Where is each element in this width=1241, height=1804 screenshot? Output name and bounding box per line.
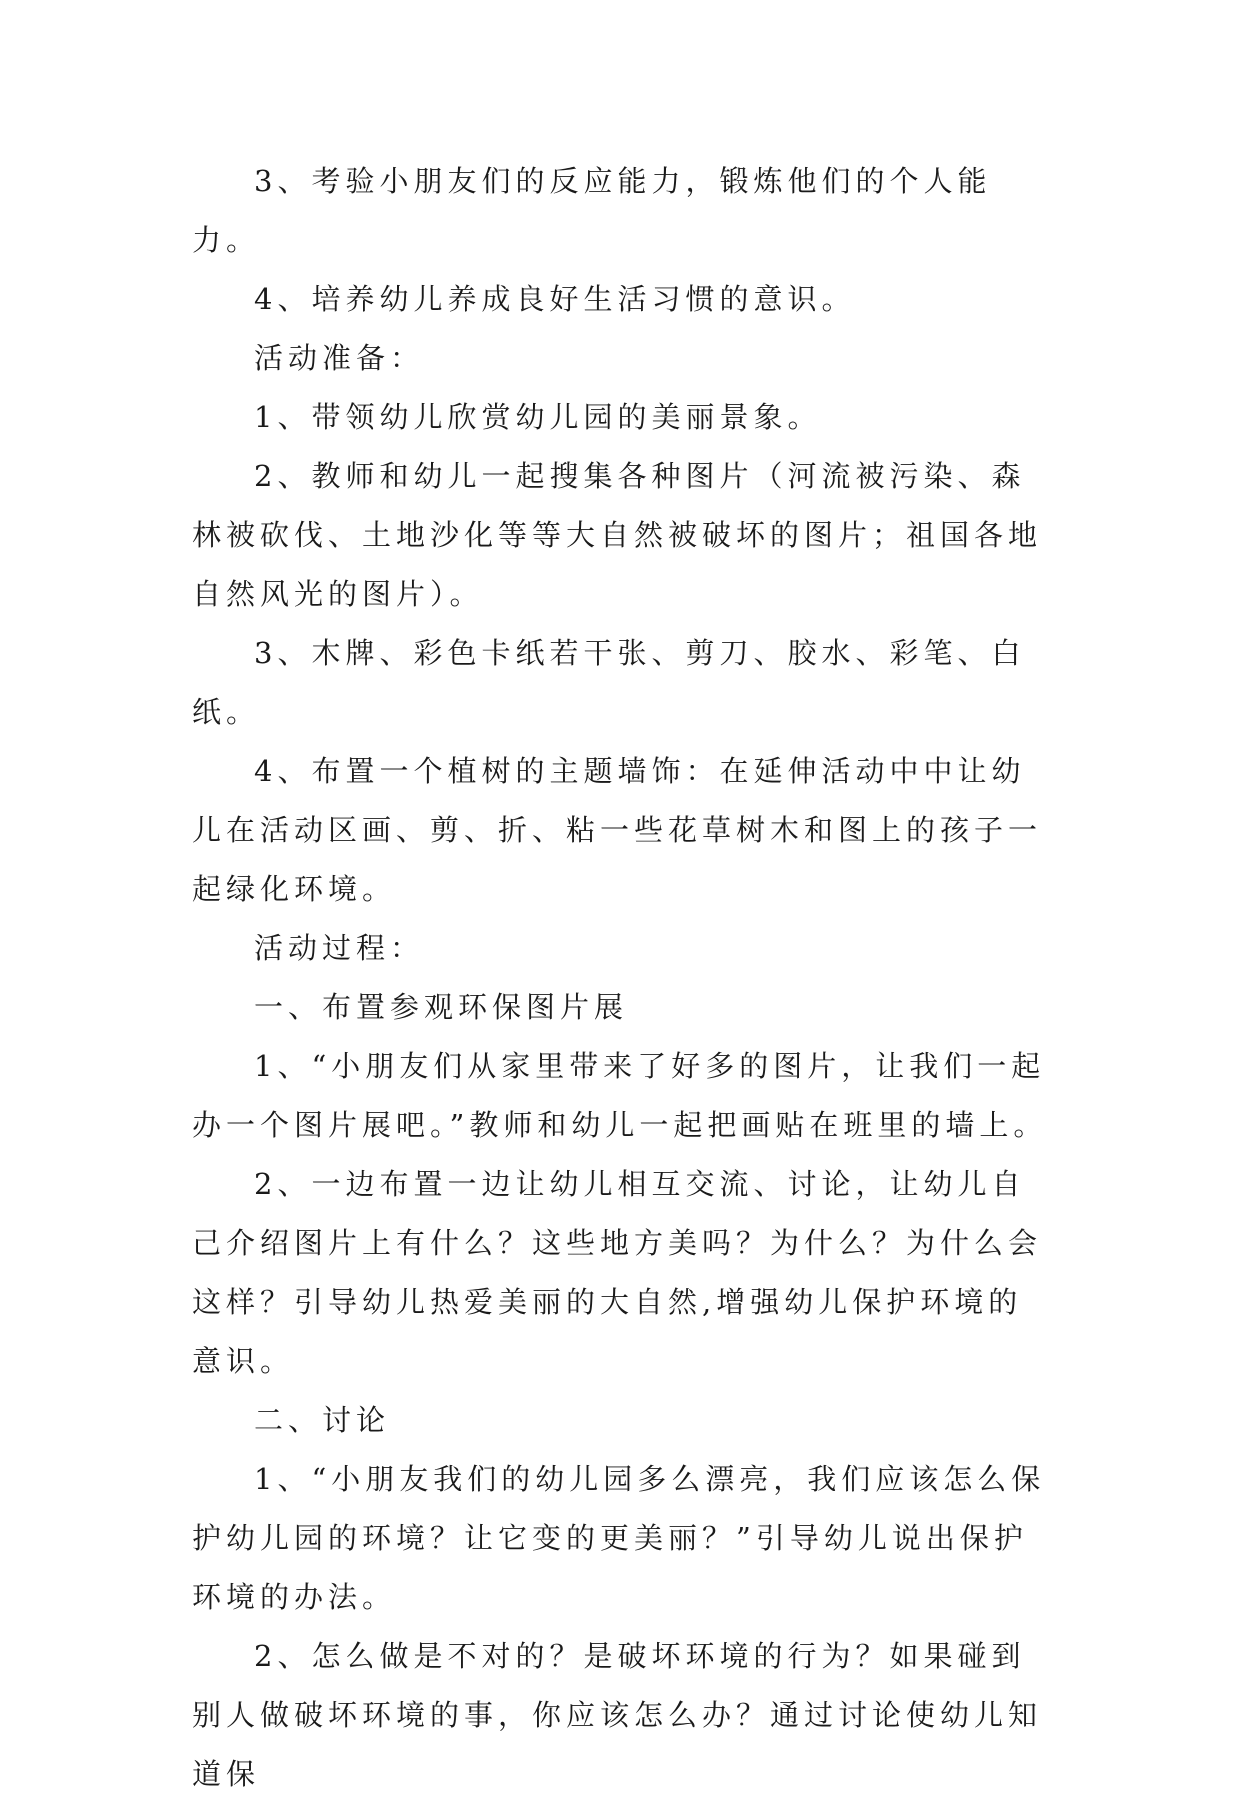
paragraph-section-one-1: 1、“小朋友们从家里带来了好多的图片，让我们一起办一个图片展吧。”教师和幼儿一起把画贴在班里的墙上。 [192, 1049, 1048, 1142]
heading-section-two: 二、讨论 [254, 1403, 391, 1437]
document-body [192, 152, 1052, 1804]
paragraph-section-two-2: 2、怎么做是不对的？是破坏环境的行为？如果碰到别人做破坏环境的事，你应该怎么办？通过讨论使幼儿知道保 [192, 1639, 1043, 1791]
paragraph-prep-1: 1、带领幼儿欣赏幼儿园的美丽景象。 [254, 400, 822, 434]
heading-section-one: 一、布置参观环保图片展 [254, 990, 629, 1024]
heading-activity-process: 活动过程： [254, 931, 425, 965]
paragraph-prep-4: 4、布置一个植树的主题墙饰：在延伸活动中中让幼儿在活动区画、剪、折、粘一些花草树木和图上的孩子一起绿化环境。 [192, 754, 1043, 906]
paragraph-section-one-2: 2、一边布置一边让幼儿相互交流、讨论，让幼儿自己介绍图片上有什么？这些地方美吗？为什么？为什么会这样？引导幼儿热爱美丽的大自然,增强幼儿保护环境的意识。 [192, 1167, 1043, 1378]
paragraph-prep-2: 2、教师和幼儿一起搜集各种图片（河流被污染、森林被砍伐、土地沙化等等大自然被破坏的图片；祖国各地自然风光的图片）。 [192, 459, 1043, 611]
paragraph-section-two-1: 1、“小朋友我们的幼儿园多么漂亮，我们应该怎么保护幼儿园的环境？让它变的更美丽？”引导幼儿说出保护环境的办法。 [192, 1462, 1046, 1614]
paragraph-goal-4: 4、培养幼儿养成良好生活习惯的意识。 [254, 282, 856, 316]
paragraph-prep-3: 3、木牌、彩色卡纸若干张、剪刀、胶水、彩笔、白纸。 [192, 636, 1026, 729]
heading-activity-preparation: 活动准备： [254, 341, 425, 375]
paragraph-goal-3: 3、考验小朋友们的反应能力，锻炼他们的个人能力。 [192, 164, 992, 257]
